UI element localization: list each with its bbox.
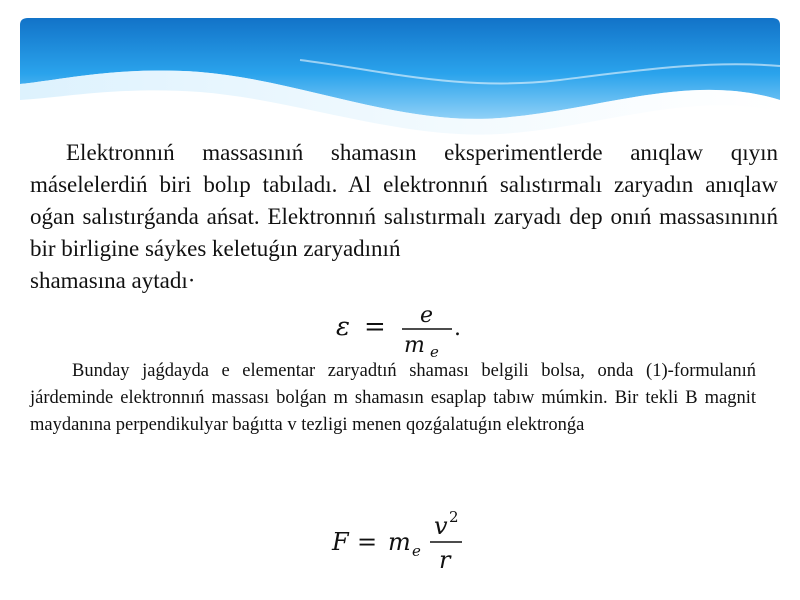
- main-paragraph: [30, 137, 778, 297]
- second-paragraph-text: Bunday jaǵdayda e elementar zaryadtıń shaması belgili bolsa, onda (1)-formulanıń járdeminde elektronnıń massası bolǵan m shamasın esaplap tabıw múmkin. Bir tekli B magnit maydanına perpendikulyar baǵıtta v tezligi menen qozǵalatuǵın elektronǵa: [30, 361, 756, 435]
- formula-specific-charge: [334, 302, 474, 358]
- formula1-period: .: [454, 316, 461, 341]
- main-paragraph-last-line: shamasına aytadı·: [30, 268, 196, 293]
- formula2-numerator-main: v: [434, 512, 448, 540]
- formula2-lhs: F: [332, 528, 349, 556]
- formula2-coef-main: m: [388, 528, 411, 556]
- formula2-coef-sub: e: [412, 542, 421, 560]
- main-paragraph-text: Elektronnıń massasınıń shamasın eksperimentlerde anıqlaw qıyın máselelerdiń biri bolıp tabıladı. Al elektronnıń salıstırmalı zaryadın anıqlaw oǵan salıstırǵanda ańsat. Elektronnıń salıstırmalı zaryadı dep onıń massasınınıń bir birligine sáykes keletuǵın zaryadınıń: [30, 140, 778, 261]
- formula1-denominator-main: m: [404, 333, 425, 358]
- formula1-lhs: ε: [336, 312, 350, 342]
- second-paragraph: [30, 358, 756, 439]
- formula2-denominator: r: [439, 546, 451, 574]
- formula1-denominator-sub: e: [430, 343, 439, 358]
- formula2-equals: =: [357, 528, 378, 556]
- formula1-equals: =: [364, 312, 386, 342]
- formula1-numerator: e: [420, 303, 434, 328]
- formula2-numerator-sup: 2: [449, 508, 459, 526]
- formula-force: [330, 508, 480, 574]
- header-wave-banner: [0, 0, 800, 140]
